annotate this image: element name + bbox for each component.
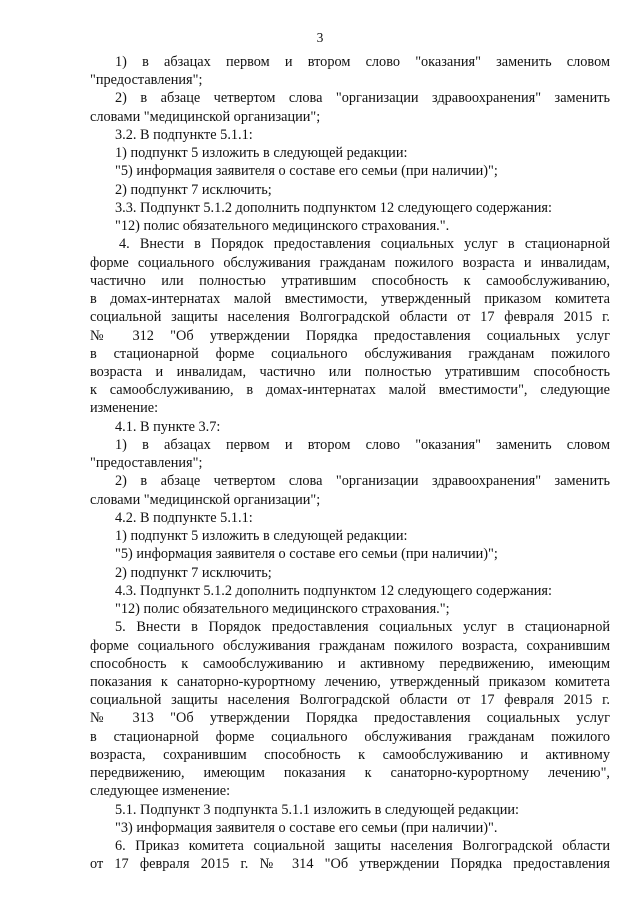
text-line: следующее изменение: — [90, 783, 231, 800]
text-line: "5) информация заявителя о составе его семьи (при наличии)"; — [115, 546, 498, 563]
text-line: 1) в абзацах первом и втором слово "оказания" заменить словом — [115, 54, 610, 70]
text-line: 2) в абзаце четвертом слова "организации здравоохранения" заменить — [115, 90, 610, 107]
text-line: способность к самообслуживанию и активному передвижению, имеющим — [90, 655, 610, 672]
text-line: в стационарной форме социального обслуживания гражданам пожилого — [90, 345, 610, 362]
text-line: социальной защиты населения Волгоградской области от 17 февраля 2015 г. — [90, 309, 610, 326]
text-line: "12) полис обязательного медицинского страхования.". — [115, 218, 450, 235]
text-line: 1) подпункт 5 изложить в следующей редакции: — [115, 528, 408, 545]
text-line: форме социального обслуживания гражданам пожилого возраста и инвалидам, — [90, 254, 610, 271]
text-line: от 17 февраля 2015 г. № 314 "Об утверждении Порядка предоставления — [90, 856, 610, 873]
text-line: изменение: — [90, 400, 159, 417]
text-line: 5. Внести в Порядок предоставления социальных услуг в стационарной — [115, 619, 610, 636]
text-line: 1) подпункт 5 изложить в следующей редакции: — [115, 145, 408, 162]
text-line: 3.2. В подпункте 5.1.1: — [115, 126, 253, 143]
document-body — [90, 53, 610, 874]
text-line: 2) подпункт 7 исключить; — [115, 564, 272, 581]
text-line: показания к санаторно-курортному лечению, утвержденный приказом комитета — [90, 673, 610, 690]
text-line: 1) в абзацах первом и втором слово "оказания" заменить словом — [115, 436, 610, 453]
page-number: 3 — [316, 30, 324, 45]
text-line: "3) информация заявителя о составе его семьи (при наличии)". — [115, 819, 498, 836]
text-line: словами "медицинской организации"; — [90, 108, 321, 125]
text-line: социальной защиты населения Волгоградской области от 17 февраля 2015 г. — [90, 692, 610, 709]
text-line: 4. Внести в Порядок предоставления социальных услуг в стационарной — [119, 236, 610, 253]
text-line: 3.3. Подпункт 5.1.2 дополнить подпунктом 12 следующего содержания: — [115, 199, 552, 216]
text-line: "предоставления"; — [90, 455, 203, 472]
text-line: форме социального обслуживания гражданам пожилого возраста, сохранившим — [90, 637, 610, 654]
text-line: 4.1. В пункте 3.7: — [115, 418, 221, 435]
text-line: к самообслуживанию, в домах-интернатах малой вместимости", следующие — [90, 382, 610, 399]
text-line: 6. Приказ комитета социальной защиты населения Волгоградской области — [115, 838, 610, 855]
text-line: 2) в абзаце четвертом слова "организации здравоохранения" заменить — [115, 473, 610, 490]
text-line: "12) полис обязательного медицинского страхования."; — [115, 601, 450, 618]
text-line: возраста, сохранившим способность к самообслуживанию и активному — [90, 746, 610, 763]
text-line: в домах-интернатах малой вместимости, утвержденный приказом комитета — [90, 291, 610, 308]
text-line: "предоставления"; — [90, 72, 203, 89]
text-line: № 313 "Об утверждении Порядка предоставления социальных услуг — [90, 710, 610, 727]
text-line: возраста и инвалидам, частично или полностью утратившим способность — [90, 363, 610, 380]
text-line: в стационарной форме социального обслуживания гражданам пожилого — [90, 728, 610, 745]
text-line: частично или полностью утратившим способность к самообслуживанию, — [90, 272, 610, 289]
text-line: 5.1. Подпункт 3 подпункта 5.1.1 изложить в следующей редакции: — [115, 801, 520, 818]
text-line: № 312 "Об утверждении Порядка предоставления социальных услуг — [90, 327, 610, 344]
text-line: передвижению, имеющим показания к санаторно-курортному лечению", — [90, 765, 610, 782]
text-line: 4.3. Подпункт 5.1.2 дополнить подпунктом 12 следующего содержания: — [115, 582, 552, 599]
text-line: 4.2. В подпункте 5.1.1: — [115, 509, 253, 526]
text-line: "5) информация заявителя о составе его семьи (при наличии)"; — [115, 163, 498, 180]
text-line: 2) подпункт 7 исключить; — [115, 181, 272, 198]
text-line: словами "медицинской организации"; — [90, 491, 321, 508]
